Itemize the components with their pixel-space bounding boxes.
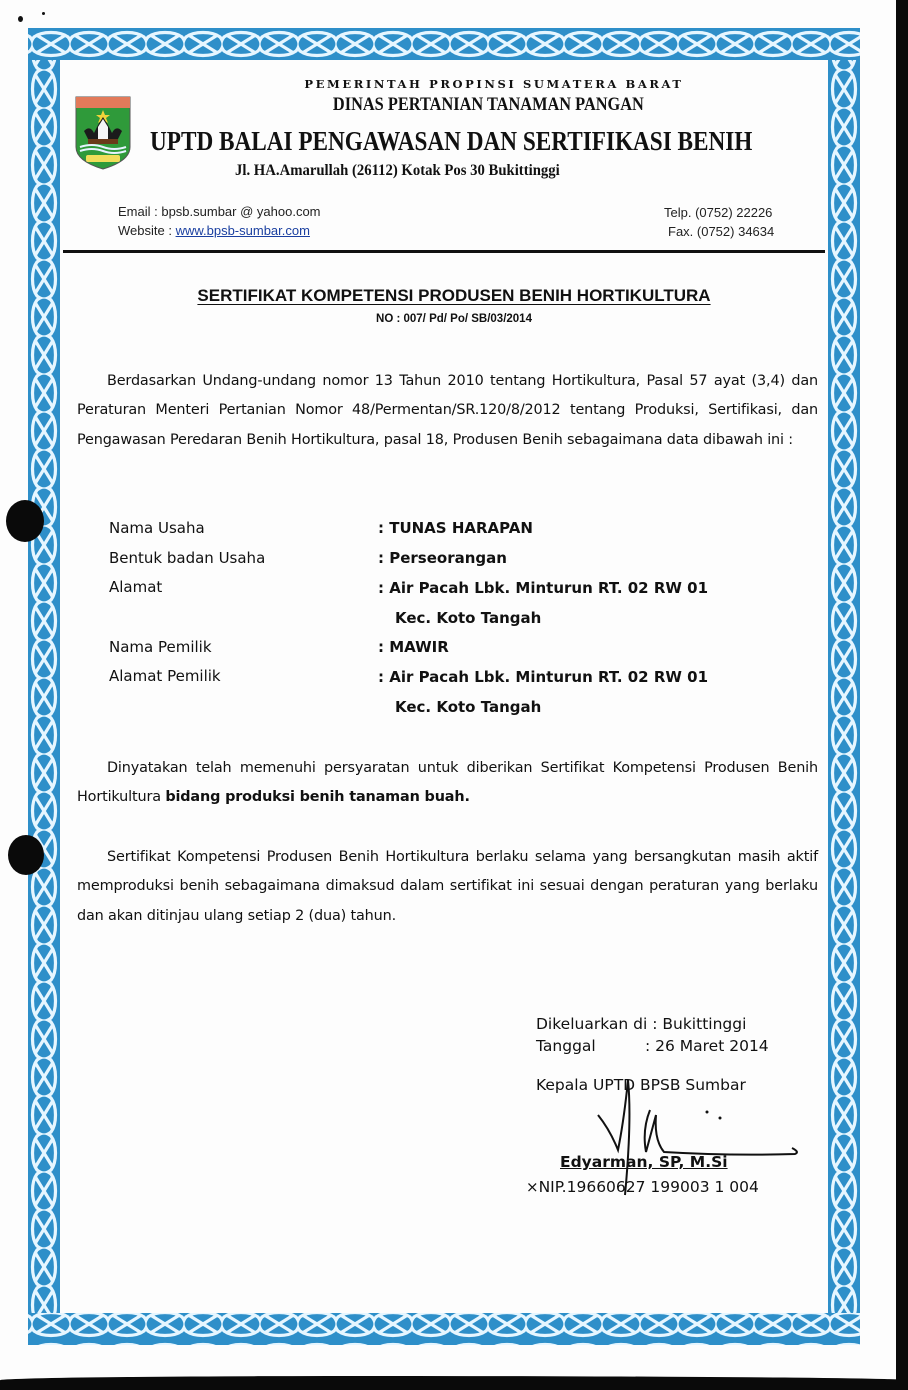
field-label-owner-name: Nama Pemilik: [109, 638, 212, 656]
validity-text: Sertifikat Kompetensi Produsen Benih Hortikultura berlaku selama yang bersangkutan masih aktif memproduksi benih sebagaimana dimaksud dalam sertifikat ini sesuai dengan peraturan yang berlaku dan akan ditinjau ulang setiap 2 (dua) tahun.: [77, 849, 818, 924]
punch-hole: [8, 835, 44, 875]
website-label: Website :: [118, 223, 176, 238]
declaration-text: Dinyatakan telah memenuhi persyaratan untuk diberikan Sertifikat Kompetensi Produsen Benih Hortikultura: [77, 760, 818, 806]
punch-hole: [6, 500, 44, 542]
intro-paragraph: [77, 367, 818, 455]
field-label-address: Alamat: [109, 578, 163, 596]
field-label-business-name: Nama Usaha: [109, 519, 205, 537]
certificate-number: NO : 007/ Pd/ Po/ SB/03/2014: [376, 313, 532, 325]
fax-line: Fax. (0752) 34634: [668, 224, 775, 239]
signatory-position: Kepala UPTD BPSB Sumbar: [536, 1076, 746, 1094]
field-value-business-name: : TUNAS HARAPAN: [378, 519, 533, 537]
field-value-owner-address-line2: Kec. Koto Tangah: [395, 698, 542, 716]
initial-mark-icon: ⨯: [526, 1178, 539, 1196]
certificate-title: [0, 286, 908, 306]
declaration-bold-text: bidang produksi benih tanaman buah.: [165, 789, 470, 806]
agency-address: Jl. HA.Amarullah (26112) Kotak Pos 30 Bukittinggi: [235, 162, 560, 179]
website-line: [118, 223, 310, 238]
field-value-address-line2: Kec. Koto Tangah: [395, 609, 542, 627]
intro-text: Berdasarkan Undang-undang nomor 13 Tahun 2010 tentang Hortikultura, Pasal 57 ayat (3,4) dan Peraturan Menteri Pertanian Nomor 48/Permentan/SR.120/8/2012 tentang Produksi, Sertifikasi, dan Pengawasan Peredaran Benih Hortikultura, pasal 18, Produsen Benih sebagaimana data dibawah ini :: [77, 373, 818, 448]
declaration-paragraph: [77, 754, 818, 813]
field-value-owner-address: : Air Pacah Lbk. Minturun RT. 02 RW 01: [378, 668, 709, 686]
field-label-business-type: Bentuk badan Usaha: [109, 549, 266, 567]
agency-heading: UPTD BALAI PENGAWASAN DAN SERTIFIKASI BENIH: [150, 126, 753, 156]
field-label-owner-address: Alamat Pemilik: [109, 667, 221, 685]
certificate-title-text: SERTIFIKAT KOMPETENSI PRODUSEN BENIH HORTIKULTURA: [197, 286, 711, 305]
website-link[interactable]: www.bpsb-sumbar.com: [175, 223, 310, 238]
phone-line: Telp. (0752) 22226: [664, 205, 773, 220]
validity-paragraph: [77, 843, 818, 931]
signatory-name: Edyarman, SP, M.Si: [560, 1153, 728, 1171]
email-line: Email : bpsb.sumbar @ yahoo.com: [118, 204, 321, 219]
scan-edge-bottom: [0, 1376, 908, 1390]
letterhead-divider: [63, 250, 825, 253]
scan-edge-right: [896, 0, 908, 1390]
issue-date: Tanggal : 26 Maret 2014: [536, 1037, 769, 1055]
department-heading: DINAS PERTANIAN TANAMAN PANGAN: [332, 94, 644, 115]
issued-at: Dikeluarkan di : Bukittinggi: [536, 1015, 747, 1033]
scan-speck: [42, 12, 45, 15]
field-value-address: : Air Pacah Lbk. Minturun RT. 02 RW 01: [378, 579, 709, 597]
field-value-business-type: : Perseorangan: [378, 549, 507, 567]
signatory-nip: [526, 1178, 759, 1196]
scan-speck: [18, 16, 23, 22]
government-heading: PEMERINTAH PROPINSI SUMATERA BARAT: [304, 77, 684, 91]
field-value-owner-name: : MAWIR: [378, 638, 449, 656]
nip-text: NIP.19660627 199003 1 004: [538, 1178, 759, 1196]
